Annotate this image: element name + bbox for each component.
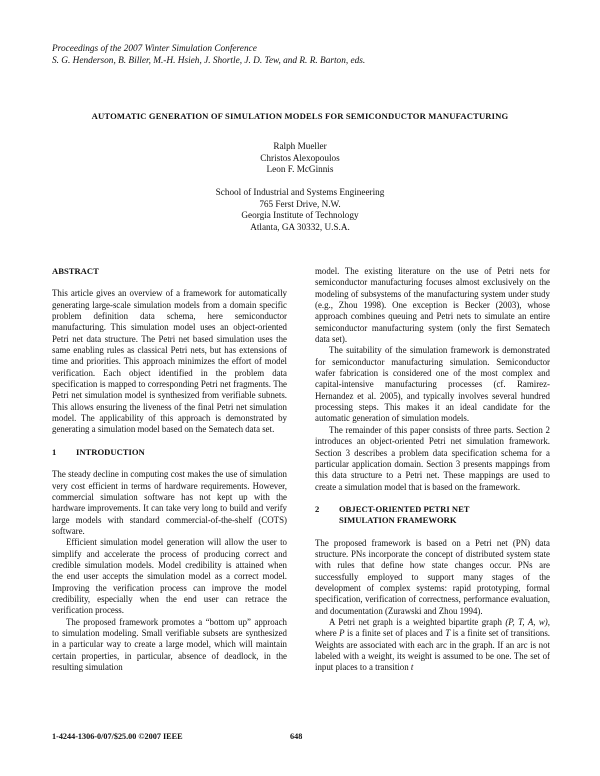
section-title: INTRODUCTION xyxy=(76,446,145,457)
paragraph: The suitability of the simulation framework is demonstrated for semiconductor manufacturing simulation. Semiconductor wafer fabrication is considered one of the most complex and capital-intensive manufacturing processes (cf. Ramirez-Hernandez et al. 2005), and typically involves several hundred processing steps. This makes it an ideal candidate for the automatic generation of simulation models. xyxy=(315,345,550,424)
text-run: , where xyxy=(315,616,550,639)
editors-line: S. G. Henderson, B. Biller, M.-H. Hsieh, J. Shortle, J. D. Tew, and R. R. Barton, eds. xyxy=(52,56,366,66)
left-column xyxy=(52,266,287,673)
math-symbol: T xyxy=(445,628,451,639)
section-title xyxy=(339,504,470,527)
paragraph: model. The existing literature on the use of Petri nets for semiconductor manufacturing focuses almost exclusively on the modeling of subsystems of the manufacturing system under study (e.g., Zhou 1998). One exception is Becker (2003), whose approach combines queuing and Petri nets to simulate an entire semiconductor manufacturing system (only the first Sematech data set). xyxy=(315,266,550,345)
section-title-line: SIMULATION FRAMEWORK xyxy=(339,515,457,526)
affiliation-line: Atlanta, GA 30332, U.S.A. xyxy=(250,221,350,232)
affiliation-line: Georgia Institute of Technology xyxy=(241,210,359,221)
author-name: Leon F. McGinnis xyxy=(266,164,334,175)
affiliation xyxy=(52,187,548,233)
paragraph: The proposed framework promotes a “bottom up” approach to simulation modeling. Small verifiable subsets are synthesized in a particular way to create a large model, which will maintain certain properties, in particular, absence of deadlock, in the resulting simulation xyxy=(52,616,287,672)
affiliation-line: School of Industrial and Systems Engineering xyxy=(215,187,385,197)
paragraph: The steady decline in computing cost makes the use of simulation very cost efficient in terms of hardware requirements. However, commercial simulation software has not kept up with the hardware improvements. It can take very long to build and verify large models with standard commercial-of-the-shelf (COTS) software. xyxy=(52,469,287,536)
section-number: 2 xyxy=(315,503,320,514)
math-symbol: P xyxy=(339,628,345,639)
math-tuple: (P, T, A, w) xyxy=(505,616,548,627)
author-name: Ralph Mueller xyxy=(273,141,327,151)
text-run: is a finite set of places and xyxy=(344,628,446,639)
paper-title: AUTOMATIC GENERATION OF SIMULATION MODELS FOR SEMICONDUCTOR MANUFACTURING xyxy=(91,111,509,121)
paragraph: Efficient simulation model generation will allow the user to simplify and accelerate the process of producing correct and credible simulation models. Model credibility is attained when the end user accepts the simulation model as a correct model. Improving the verification process can improve the model credibility, especially when the end user can retrace the verification process. xyxy=(52,537,287,616)
text-run: is a finite set of transitions. Weights are associated with each arc in the graph. If an arc is not labeled with a weight, its weight is assumed to be one. The set of input places to a transition xyxy=(315,628,550,673)
section-title-line: OBJECT-ORIENTED PETRI NET xyxy=(339,503,470,514)
proceedings-header xyxy=(52,43,365,67)
author-list xyxy=(52,141,548,176)
abstract-heading: ABSTRACT xyxy=(52,266,99,276)
text-run: A Petri net graph is a weighted bipartite graph xyxy=(329,616,506,627)
math-symbol: t xyxy=(410,662,414,673)
abstract-text: This article gives an overview of a framework for automatically generating large-scale simulation models from a domain specific problem definition data schema, here semiconductor manufacturing. This simulation model uses an object-oriented Petri net data structure. The Petri net based simulation uses the same enabling rules as classical Petri nets, but has extensions of time and priorities. This approach minimizes the effort of model verification. Each object identified in the problem data specification is mapped to corresponding Petri net fragments. The Petri net simulation model is synthesized from verifiable subnets. This allows ensuring the liveness of the final Petri net simulation model. The applicability of this approach is demonstrated by generating a simulation model based on the Sematech data set. xyxy=(52,288,287,435)
proceedings-title: Proceedings of the 2007 Winter Simulation Conference xyxy=(52,44,257,54)
section-heading-framework xyxy=(315,504,550,527)
page-number: 648 xyxy=(290,732,303,741)
copyright-footer: 1-4244-1306-0/07/$25.00 ©2007 IEEE xyxy=(52,732,183,741)
paragraph xyxy=(315,617,550,674)
author-name: Christos Alexopoulos xyxy=(260,152,340,163)
right-column xyxy=(315,266,550,674)
paragraph: The proposed framework is based on a Petri net (PN) data structure. PNs incorporate the concept of distributed system state with rules that define how state changes occur. PNs are successfully employed to support many stages of the development of complex systems: rapid prototyping, formal specification, verification of correctness, performance evaluation, and documentation (Zurawski and Zhou 1994). xyxy=(315,537,550,616)
paragraph: The remainder of this paper consists of three parts. Section 2 introduces an object-oriented Petri net simulation framework. Section 3 describes a problem data specification schema for a particular application domain. Section 3 presents mappings from this data structure to a Petri net. These mappings are used to create a simulation model that is based on the framework. xyxy=(315,424,550,492)
affiliation-line: 765 Ferst Drive, N.W. xyxy=(259,198,341,209)
section-heading-introduction xyxy=(52,447,287,458)
section-number: 1 xyxy=(52,446,57,457)
